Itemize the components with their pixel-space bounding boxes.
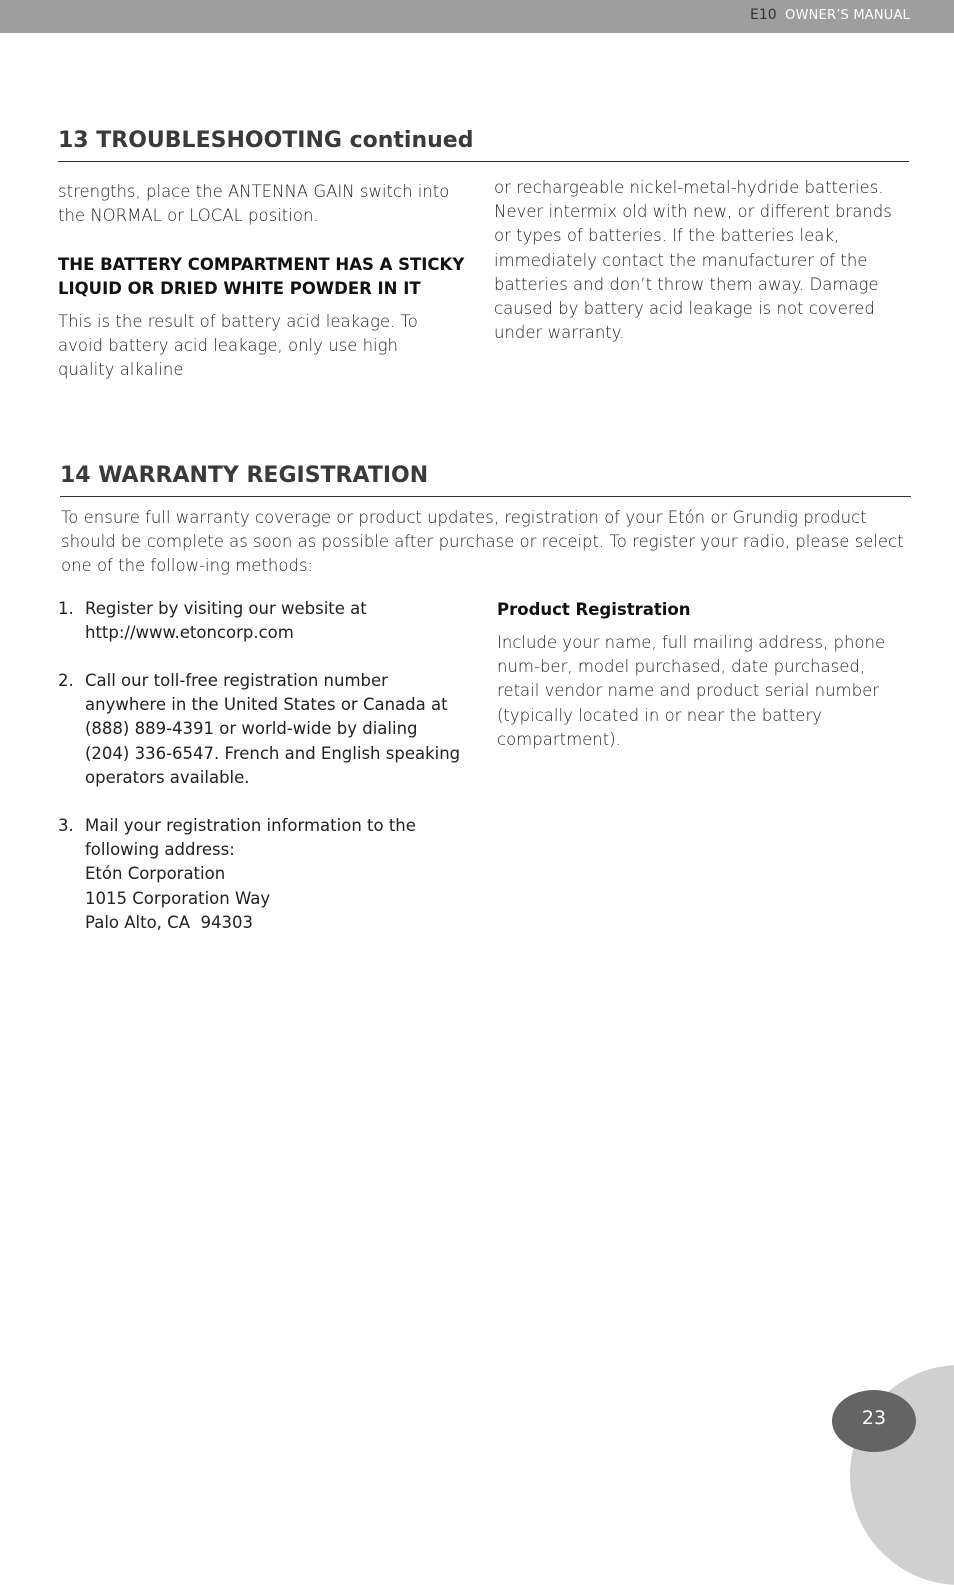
list-item-number: 3. (58, 816, 74, 835)
list-line: Mail your registration information to the (85, 816, 416, 835)
product-registration-heading: Product Registration (497, 600, 691, 619)
section-13-title: 13 TROUBLESHOOTING continued (58, 128, 474, 153)
list-line: following address: (85, 840, 235, 860)
page-number: 23 (832, 1390, 916, 1452)
section-14-title: 14 WARRANTY REGISTRATION (60, 463, 429, 488)
list-item-number: 1. (58, 599, 74, 618)
list-item-text (85, 597, 465, 645)
battery-leakage-para-right: or rechargeable nickel-metal-hydride batteries. Never intermix old with new, or different brands or types of batteries. If the batteries leak, immediately contact the manufacturer of the batteries and don’t throw them away. Damage caused by battery acid leakage is not covered under warranty. (494, 178, 892, 343)
section-14-rule (60, 496, 911, 497)
battery-compartment-subheading: THE BATTERY COMPARTMENT HAS A STICKY LIQUID OR DRIED WHITE POWDER IN IT (58, 255, 465, 298)
list-line: Call our toll-free registration number (85, 671, 388, 690)
product-registration-text: Include your name, full mailing address, phone num-ber, model purchased, date purchased, retail vendor name and product serial number (typically located in or near the battery compartment). (497, 633, 886, 749)
list-line: (204) 336-6547. French and English speaking (85, 743, 461, 763)
list-line: anywhere in the United States or Canada at (85, 695, 448, 715)
list-item-text (85, 669, 475, 790)
address-line: 1015 Corporation Way (85, 888, 271, 908)
list-line: operators available. (85, 767, 250, 787)
header-model: E10 (750, 7, 777, 23)
address-line: Palo Alto, CA 94303 (85, 912, 253, 932)
warranty-intro: To ensure full warranty coverage or product updates, registration of your Etón or Grundig product should be complete as soon as possible after purchase or receipt. To register your radio, please select one of the follow-ing methods: (61, 508, 904, 576)
section-13-rule (58, 161, 909, 162)
battery-leakage-para-left: This is the result of battery acid leakage. To avoid battery acid leakage, only use high quality alkaline (58, 312, 418, 380)
list-item-text (85, 814, 465, 935)
troubleshooting-para-antenna: strengths, place the ANTENNA GAIN switch into the NORMAL or LOCAL position. (58, 182, 450, 226)
header-manual-title: OWNER’S MANUAL (785, 8, 910, 23)
address-line: Etón Corporation (85, 864, 226, 884)
list-line: Register by visiting our website at (85, 599, 367, 618)
list-item-number: 2. (58, 671, 74, 690)
running-header (750, 7, 910, 23)
list-line: (888) 889-4391 or world-wide by dialing (85, 719, 418, 739)
website-url: http://www.etoncorp.com (85, 623, 294, 643)
